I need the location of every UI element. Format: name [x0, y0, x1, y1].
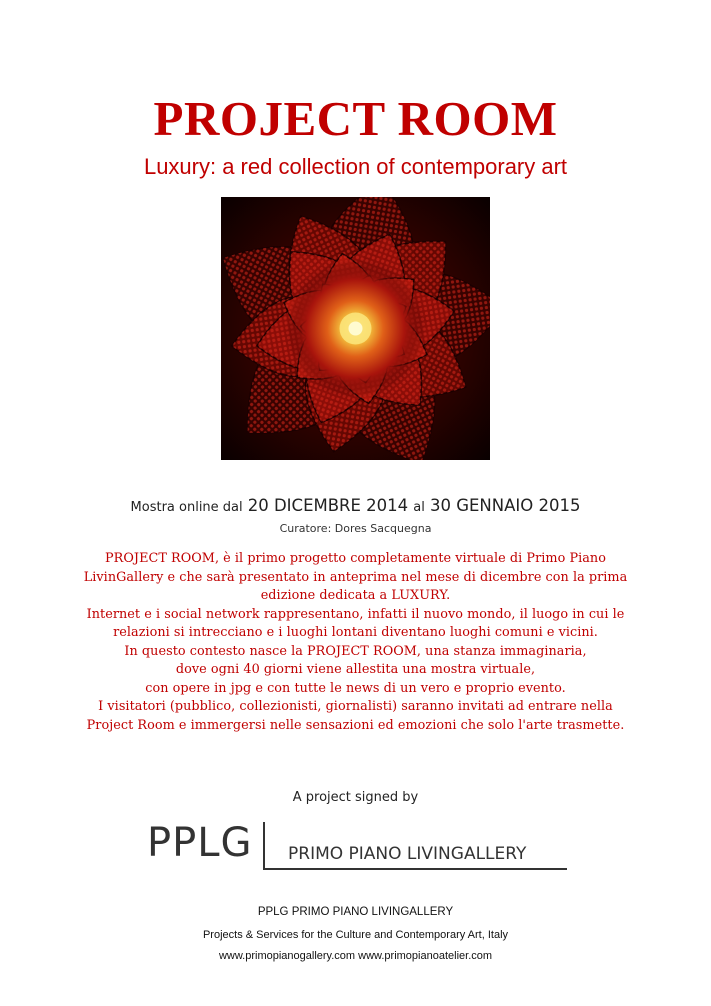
footer-websites: www.primopianogallery.com www.primopianoatelier.com	[218, 950, 493, 962]
footer-org: PPLG PRIMO PIANO LIVINGALLERY	[257, 906, 454, 918]
exhibition-dates	[0, 496, 711, 515]
description-line: Internet e i social network rappresentano, infatti il nuovo mondo, il luogo in cui le	[86, 606, 625, 622]
fractal-rose-icon	[221, 197, 490, 460]
page-subtitle: Luxury: a red collection of contemporary art	[143, 154, 568, 179]
description-line: Project Room e immergersi nelle sensazioni ed emozioni che solo l'arte trasmette.	[86, 717, 625, 733]
logo-name: PRIMO PIANO LIVINGALLERY	[288, 844, 527, 864]
pplg-logo	[147, 818, 587, 872]
logo-underline	[263, 868, 567, 870]
description-line: dove ogni 40 giorni viene allestita una mostra virtuale,	[175, 662, 536, 677]
dates-connector: al	[413, 500, 425, 515]
description-line: relazioni si intrecciano e i luoghi lontani diventano luoghi comuni e vicini.	[113, 625, 598, 640]
description-line: edizione dedicata a LUXURY.	[260, 588, 451, 603]
description-line: In questo contesto nasce la PROJECT ROOM, una stanza immaginaria,	[124, 643, 587, 659]
curator-credit: Curatore: Dores Sacquegna	[279, 522, 432, 535]
page-title: PROJECT ROOM	[153, 91, 558, 146]
fractal-rose-image	[221, 197, 490, 460]
end-date: 30 GENNAIO 2015	[429, 496, 581, 515]
signed-by-label: A project signed by	[292, 790, 419, 805]
description-block	[50, 550, 661, 735]
footer-tagline: Projects & Services for the Culture and Contemporary Art, Italy	[202, 929, 509, 941]
description-line: PROJECT ROOM, è il primo progetto completamente virtuale di Primo Piano	[105, 551, 606, 566]
start-date: 20 DICEMBRE 2014	[247, 496, 409, 515]
description-line: con opere in jpg e con tutte le news di un vero e proprio evento.	[145, 680, 566, 696]
dates-prefix: Mostra online dal	[130, 500, 243, 515]
logo-mark: PPLG	[147, 820, 253, 866]
logo-divider	[263, 822, 265, 870]
description-line: LivinGallery e che sarà presentato in anteprima nel mese di dicembre con la prima	[83, 569, 628, 585]
description-line: I visitatori (pubblico, collezionisti, giornalisti) saranno invitati ad entrare nella	[98, 699, 613, 714]
